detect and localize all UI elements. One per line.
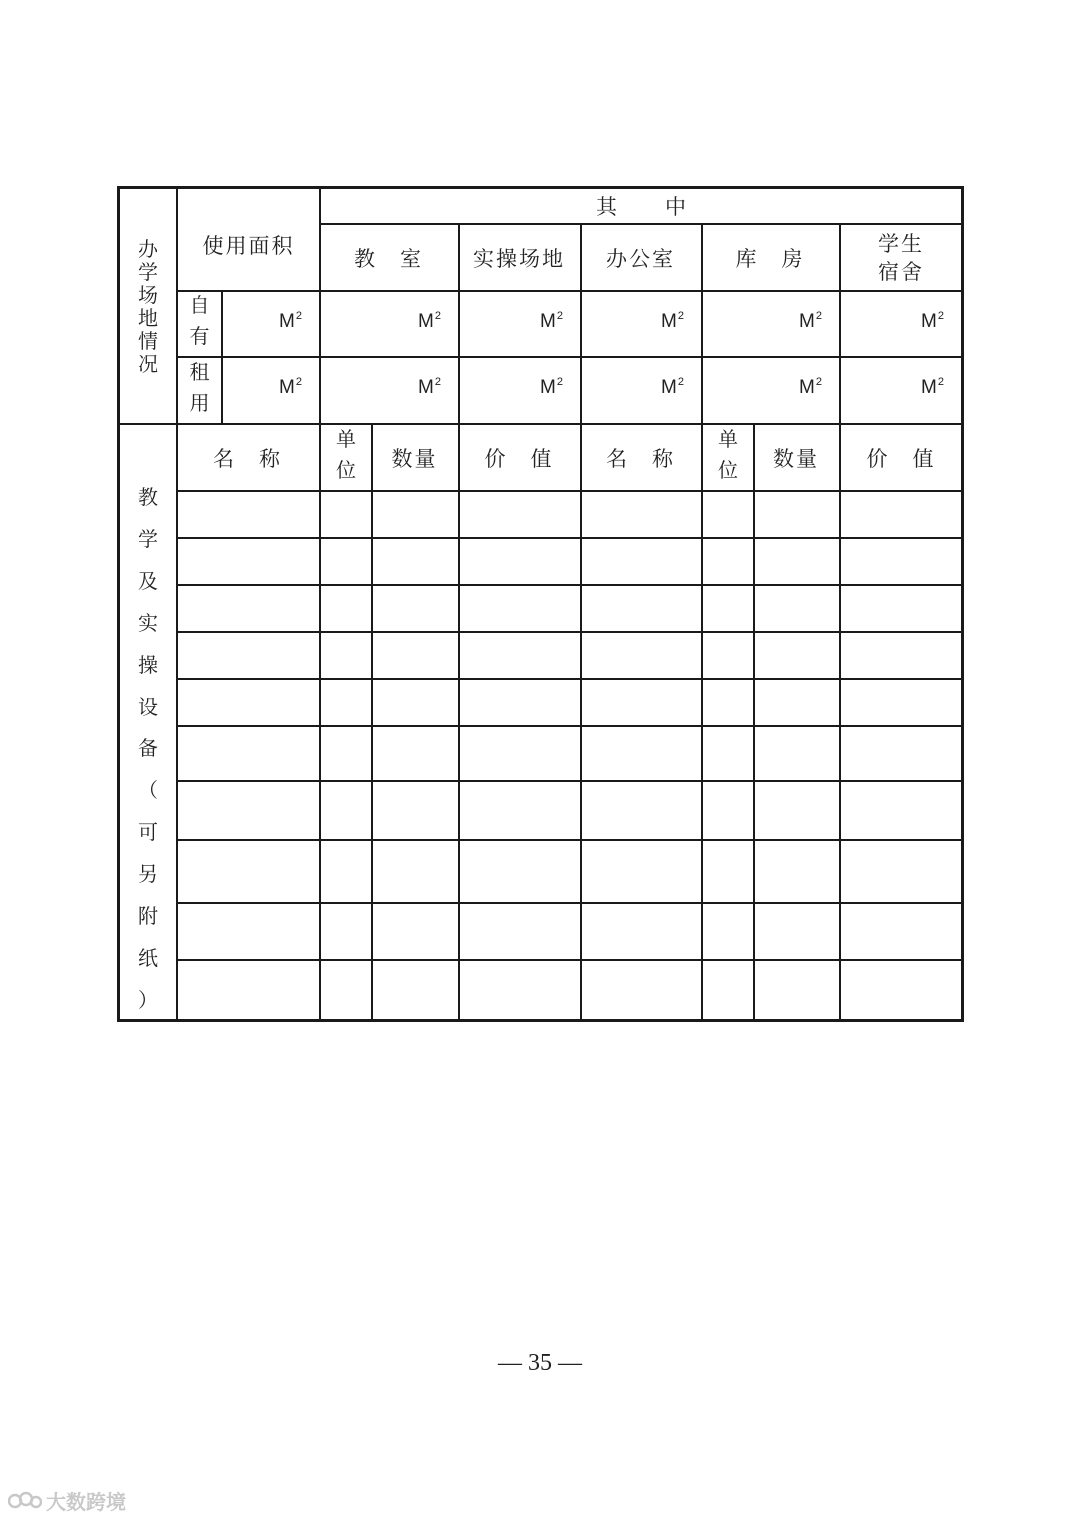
equipment-entry-cell[interactable] (755, 904, 839, 959)
equipment-entry-cell[interactable] (582, 680, 701, 725)
row-label-0: 自 有 (189, 293, 210, 348)
equipment-entry-cell[interactable] (841, 841, 963, 902)
equipment-entry-cell[interactable] (178, 492, 319, 537)
equipment-entry-cell[interactable] (841, 727, 963, 780)
watermark (8, 1486, 126, 1515)
of-which-label: 其 中 (596, 194, 688, 219)
equipment-entry-cell[interactable] (321, 961, 371, 1021)
equipment-entry-cell[interactable] (841, 904, 963, 959)
area-unit-field[interactable]: $M^2$ (279, 310, 302, 332)
equipment-entry-cell[interactable] (321, 841, 371, 902)
equipment-entry-cell[interactable] (582, 841, 701, 902)
equipment-entry-cell[interactable] (582, 904, 701, 959)
equipment-entry-cell[interactable] (703, 961, 753, 1021)
equipment-entry-cell[interactable] (321, 727, 371, 780)
equipment-entry-cell[interactable] (841, 633, 963, 678)
equipment-entry-cell[interactable] (755, 680, 839, 725)
equipment-entry-cell[interactable] (460, 782, 580, 839)
equipment-entry-cell[interactable] (321, 904, 371, 959)
equipment-entry-cell[interactable] (460, 961, 580, 1021)
watermark-text: 大数跨境 (46, 1490, 126, 1514)
column-header-2: 办公室 (606, 246, 675, 271)
area-unit-field[interactable]: $M^2$ (540, 310, 563, 332)
equipment-entry-cell[interactable] (703, 586, 753, 631)
equipment-entry-cell[interactable] (373, 680, 458, 725)
equipment-entry-cell[interactable] (841, 492, 963, 537)
column-header-1: 实操场地 (473, 246, 565, 271)
equipment-section-side-label: 教 学 及 实 操 设 备 （ 可 另 附 纸 ） (138, 485, 158, 1012)
column-header-3: 库 房 (735, 246, 805, 271)
area-unit-field[interactable]: $M^2$ (279, 376, 302, 398)
equipment-entry-cell[interactable] (582, 586, 701, 631)
equipment-entry-cell[interactable] (178, 586, 319, 631)
equipment-entry-cell[interactable] (373, 633, 458, 678)
equipment-entry-cell[interactable] (373, 586, 458, 631)
equipment-entry-cell[interactable] (178, 539, 319, 584)
equipment-header-0: 名 称 (213, 446, 282, 471)
equipment-entry-cell[interactable] (582, 961, 701, 1021)
equipment-entry-cell[interactable] (703, 633, 753, 678)
area-unit-field[interactable]: $M^2$ (418, 310, 441, 332)
equipment-entry-cell[interactable] (460, 904, 580, 959)
equipment-entry-cell[interactable] (321, 539, 371, 584)
equipment-entry-cell[interactable] (460, 539, 580, 584)
equipment-entry-cell[interactable] (460, 633, 580, 678)
equipment-entry-cell[interactable] (373, 539, 458, 584)
equipment-entry-cell[interactable] (178, 782, 319, 839)
equipment-entry-cell[interactable] (321, 492, 371, 537)
equipment-entry-cell[interactable] (373, 841, 458, 902)
equipment-entry-cell[interactable] (460, 492, 580, 537)
col-rule (221, 290, 223, 423)
column-header-0: 教 室 (354, 246, 423, 271)
area-unit-field[interactable]: $M^2$ (661, 310, 684, 332)
equipment-header-2: 数量 (391, 446, 438, 471)
site-section-side-label: 办 学 场 地 情 况 (138, 237, 158, 376)
equipment-entry-cell[interactable] (321, 586, 371, 631)
equipment-header-unit: 单 位 (718, 426, 738, 482)
equipment-entry-cell[interactable] (582, 492, 701, 537)
equipment-entry-cell[interactable] (755, 841, 839, 902)
area-unit-field[interactable]: $M^2$ (418, 376, 441, 398)
equipment-entry-cell[interactable] (178, 841, 319, 902)
equipment-entry-cell[interactable] (373, 727, 458, 780)
equipment-header-unit: 单 位 (336, 426, 356, 482)
equipment-entry-cell[interactable] (582, 782, 701, 839)
equipment-entry-cell[interactable] (460, 680, 580, 725)
usage-area-label: 使用面积 (202, 234, 295, 258)
equipment-entry-cell[interactable] (582, 539, 701, 584)
equipment-entry-cell[interactable] (373, 492, 458, 537)
equipment-entry-cell[interactable] (755, 961, 839, 1021)
equipment-entry-cell[interactable] (703, 539, 753, 584)
equipment-header-7: 价 值 (866, 446, 936, 471)
equipment-entry-cell[interactable] (373, 904, 458, 959)
equipment-entry-cell[interactable] (703, 782, 753, 839)
equipment-entry-cell[interactable] (703, 680, 753, 725)
row-label-1: 租 用 (189, 359, 210, 415)
equipment-entry-cell[interactable] (841, 586, 963, 631)
equipment-entry-cell[interactable] (755, 782, 839, 839)
row-rule (176, 356, 963, 358)
column-header-dormitory: 学生 宿舍 (878, 231, 924, 284)
equipment-entry-cell[interactable] (755, 633, 839, 678)
equipment-entry-cell[interactable] (755, 727, 839, 780)
equipment-entry-cell[interactable] (460, 841, 580, 902)
watermark-logo-icon (8, 1490, 42, 1512)
equipment-entry-cell[interactable] (582, 727, 701, 780)
equipment-entry-cell[interactable] (178, 680, 319, 725)
equipment-entry-cell[interactable] (321, 633, 371, 678)
equipment-entry-cell[interactable] (703, 492, 753, 537)
equipment-entry-cell[interactable] (373, 782, 458, 839)
equipment-entry-cell[interactable] (178, 904, 319, 959)
equipment-entry-cell[interactable] (321, 680, 371, 725)
equipment-entry-cell[interactable] (755, 492, 839, 537)
equipment-entry-cell[interactable] (755, 539, 839, 584)
equipment-entry-cell[interactable] (373, 961, 458, 1021)
area-unit-field[interactable]: $M^2$ (661, 376, 684, 398)
equipment-entry-cell[interactable] (841, 539, 963, 584)
equipment-entry-cell[interactable] (460, 586, 580, 631)
area-unit-field[interactable]: $M^2$ (921, 376, 944, 398)
equipment-entry-cell[interactable] (321, 782, 371, 839)
area-unit-field[interactable]: $M^2$ (799, 376, 822, 398)
equipment-entry-cell[interactable] (841, 680, 963, 725)
equipment-header-3: 价 值 (484, 446, 554, 471)
page-number: — 35 — (498, 1350, 582, 1376)
area-unit-field[interactable]: $M^2$ (921, 310, 944, 332)
area-unit-field[interactable]: $M^2$ (540, 376, 563, 398)
equipment-entry-cell[interactable] (582, 633, 701, 678)
row-rule (176, 290, 963, 292)
equipment-entry-cell[interactable] (460, 727, 580, 780)
equipment-entry-cell[interactable] (703, 904, 753, 959)
equipment-entry-cell[interactable] (841, 782, 963, 839)
equipment-entry-cell[interactable] (178, 961, 319, 1021)
area-unit-field[interactable]: $M^2$ (799, 310, 822, 332)
equipment-entry-cell[interactable] (841, 961, 963, 1021)
equipment-entry-cell[interactable] (755, 586, 839, 631)
equipment-header-4: 名 称 (606, 446, 675, 471)
equipment-entry-cell[interactable] (703, 727, 753, 780)
equipment-entry-cell[interactable] (178, 727, 319, 780)
equipment-entry-cell[interactable] (178, 633, 319, 678)
equipment-entry-cell[interactable] (703, 841, 753, 902)
equipment-header-6: 数量 (773, 446, 819, 471)
